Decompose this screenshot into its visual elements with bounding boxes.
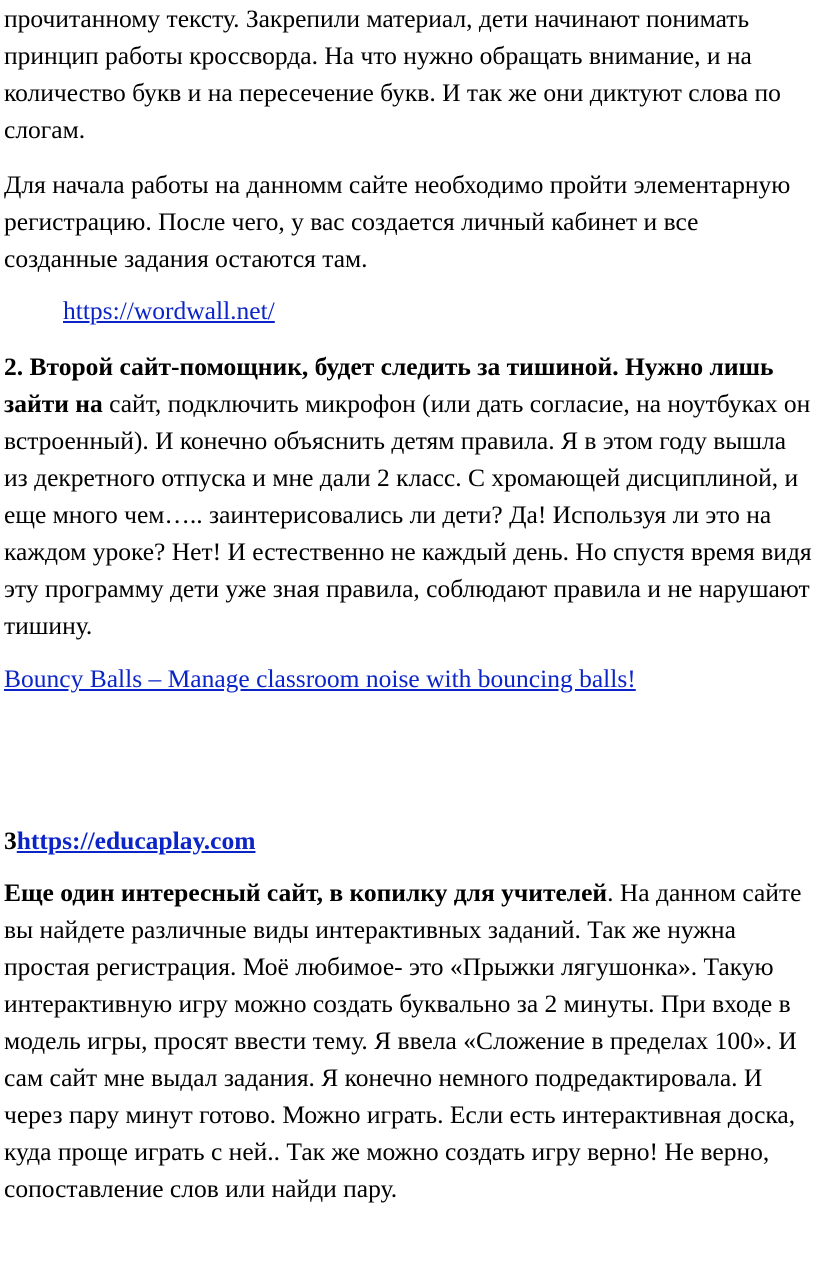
paragraph-bouncy-balls-link — [4, 660, 814, 697]
paragraph-silence-helper — [4, 348, 814, 644]
paragraph-wordwall-link — [63, 292, 763, 329]
educaplay-link[interactable]: https://educaplay.com — [16, 826, 256, 855]
bouncy-balls-link[interactable]: Bouncy Balls – Manage classroom noise with bouncing balls! — [4, 664, 636, 693]
paragraph-educaplay-description — [4, 874, 814, 1207]
educaplay-heading: Еще один интересный сайт, в копилку для учителей — [4, 878, 608, 907]
silence-helper-heading: 2. Второй сайт-помощник, будет следить за тишиной. Нужно лишь зайти на — [4, 352, 774, 418]
paragraph-registration: Для начала работы на данномм сайте необходимо пройти элементарную регистрацию. После чего, у вас создается личный кабинет и все созданные задания остаются там. — [4, 170, 791, 273]
paragraph-crossword: прочитанному тексту. Закрепили материал, дети начинают понимать принцип работы кроссворда. На что нужно обращать внимание, и на количество букв и на пересечение букв. И так же они диктуют слова по слогам. — [4, 4, 781, 144]
paragraph-educaplay-heading — [4, 822, 814, 859]
silence-helper-text: сайт, подключить микрофон (или дать согласие, на ноутбуках он встроенный). И конечно объяснить детям правила. Я в этом году вышла из декретного отпуска и мне дали 2 класс. С хромающей дисциплиной, и еще много чем….. заинтерисовались ли дети? Да! Используя ли это на каждом уроке? Нет! И естественно не каждый день. Но спустя время видя эту программу дети уже зная правила, соблюдают правила и не нарушают тишину. — [4, 389, 812, 640]
educaplay-text: . На данном сайте вы найдете различные виды интерактивных заданий. Так же нужна простая регистрация. Моё любимое- это «Прыжки лягушонка». Такую интерактивную игру можно создать буквально за 2 минуты. При входе в модель игры, просят ввести тему. Я ввела «Сложение в пределах 100». И сам сайт мне выдал задания. Я конечно немного подредактировала. И через пару минут готово. Можно играть. Если есть интерактивная доска, куда проще играть с ней.. Так же можно создать игру верно! Не верно, сопоставление слов или найди пару. — [4, 878, 802, 1203]
wordwall-link[interactable]: https://wordwall.net/ — [63, 296, 275, 325]
section-number: 3 — [4, 826, 17, 855]
